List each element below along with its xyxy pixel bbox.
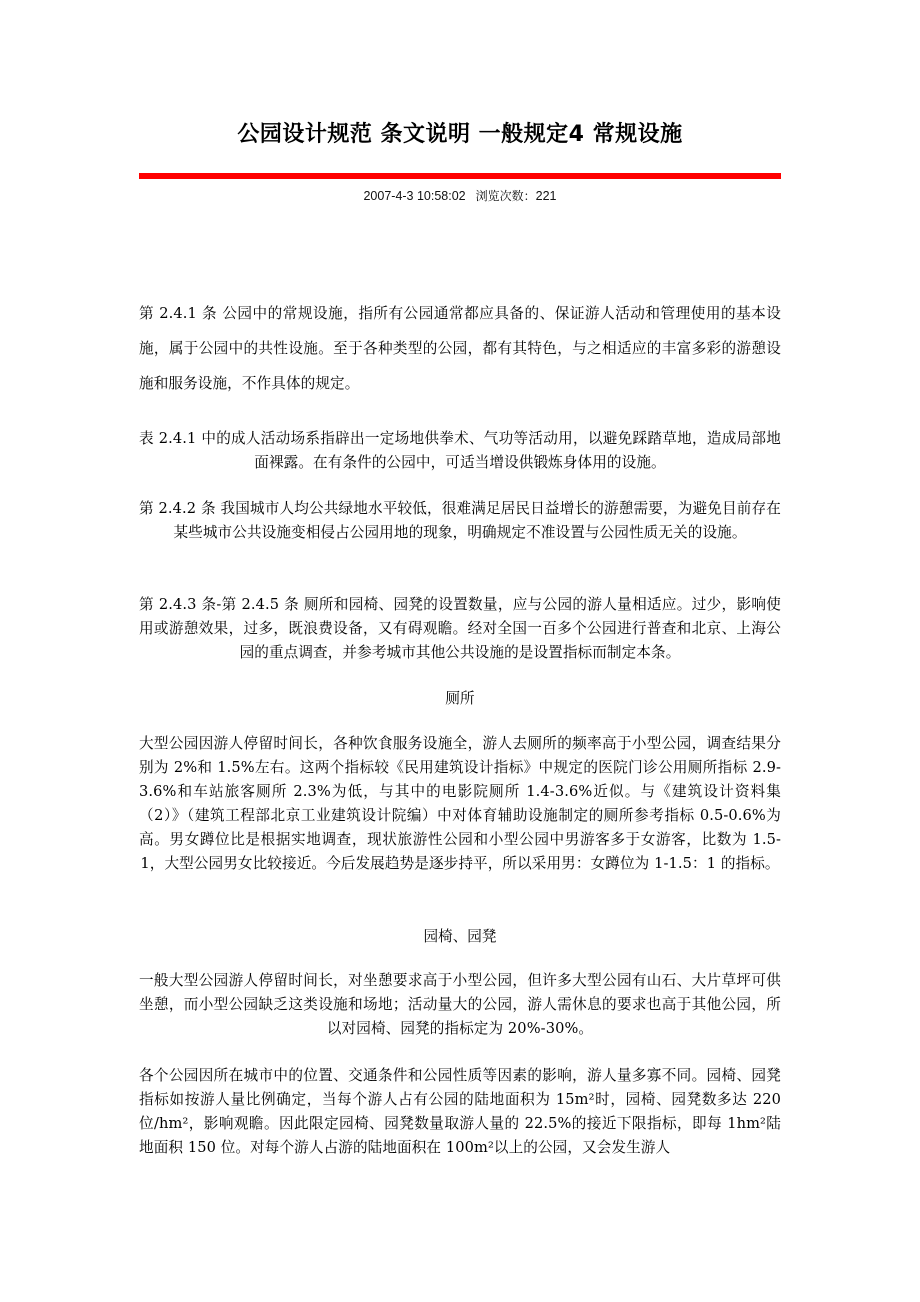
title-divider	[139, 173, 781, 179]
article-meta	[139, 186, 781, 206]
paragraph-2-4-2: 第 2.4.2 条 我国城市人均公共绿地水平较低，很难满足居民日益增长的游憩需要，为避免目前存在某些城市公共设施变相侵占公园用地的现象，明确规定不准设置与公园性质无关的设施。	[139, 500, 781, 541]
views-count: 221	[535, 189, 557, 203]
page-title: 公园设计规范 条文说明 一般规定4 常规设施	[237, 122, 683, 147]
publish-datetime: 2007-4-3 10:58:02	[363, 189, 466, 203]
paragraph-table-2-4-1: 表 2.4.1 中的成人活动场系指辟出一定场地供拳术、气功等活动用，以避免踩踏草地，造成局部地面裸露。在有条件的公园中，可适当增设供锻炼身体用的设施。	[139, 430, 781, 471]
paragraph-benches-1: 一般大型公园游人停留时间长，对坐憩要求高于小型公园，但许多大型公园有山石、大片草坪可供坐憩，而小型公园缺乏这类设施和场地；活动量大的公园，游人需休息的要求也高于其他公园，所以对园椅、园凳的指标定为 20%-30%。	[139, 972, 781, 1037]
section-heading-benches: 园椅、园凳	[423, 928, 497, 945]
paragraph-2-4-3-to-2-4-5: 第 2.4.3 条-第 2.4.5 条 厕所和园椅、园凳的设置数量，应与公园的游人量相适应。过少，影响使用或游憩效果，过多，既浪费设备，又有碍观瞻。经对全国一百多个公园进行普查和北京、上海公园的重点调查，并参考城市其他公共设施的是设置指标而制定本条。	[139, 596, 781, 661]
paragraph-2-4-1: 第 2.4.1 条 公园中的常规设施，指所有公园通常都应具备的、保证游人活动和管理使用的基本设施，属于公园中的共性设施。至于各种类型的公园，都有其特色，与之相适应的丰富多彩的游憩设施和服务设施，不作具体的规定。	[139, 305, 781, 392]
paragraph-toilets: 大型公园因游人停留时间长，各种饮食服务设施全，游人去厕所的频率高于小型公园，调查结果分别为 2%和 1.5%左右。这两个指标较《民用建筑设计指标》中规定的医院门诊公用厕所指标 2.9-3.6%和车站旅客厕所 2.3%为低，与其中的电影院厕所 1.4-3.6%近似。与《建筑设计资料集（2）》（建筑工程部北京工业建筑设计院编）中对体育辅助设施制定的厕所参考指标 0.5-0.6%为高。男女蹲位比是根据实地调查，现状旅游性公园和小型公园中男游客多于女游客，比数为 1.5-1，大型公园男女比较接近。今后发展趋势是逐步持平，所以采用男：女蹲位为 1-1.5：1 的指标。	[139, 735, 781, 872]
section-heading-toilets: 厕所	[445, 690, 475, 707]
paragraph-benches-2: 各个公园因所在城市中的位置、交通条件和公园性质等因素的影响，游人量多寡不同。园椅、园凳指标如按游人量比例确定，当每个游人占有公园的陆地面积为 15m²时，园椅、园凳数多达 220 位/hm²，影响观瞻。因此限定园椅、园凳数量取游人量的 22.5%的接近下限指标，即每 1hm²陆地面积 150 位。对每个游人占游的陆地面积在 100m²以上的公园，又会发生游人	[139, 1067, 781, 1156]
views-label: 浏览次数：	[475, 189, 536, 203]
